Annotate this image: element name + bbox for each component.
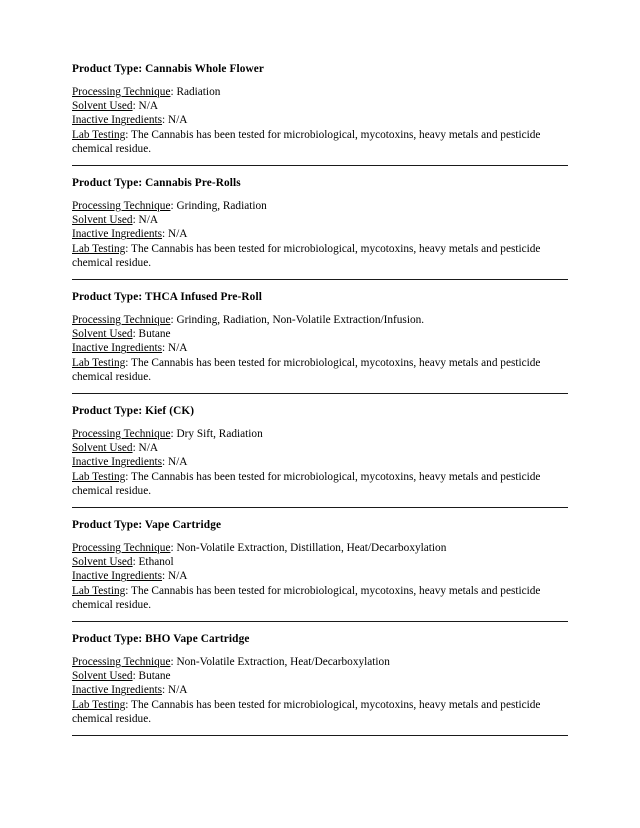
field-separator: : <box>132 556 139 569</box>
field-processing-technique <box>72 313 568 327</box>
field-value: N/A <box>168 456 188 469</box>
product-section <box>72 518 568 612</box>
field-separator: : <box>125 470 132 483</box>
field-solvent-used <box>72 213 568 227</box>
field-inactive-ingredients <box>72 113 568 127</box>
field-label: Processing Technique <box>72 428 171 441</box>
field-label: Lab Testing <box>72 242 126 255</box>
field-processing-technique <box>72 655 568 669</box>
section-fields <box>72 427 568 498</box>
field-separator: : <box>162 570 168 583</box>
field-value: N/A <box>168 228 188 241</box>
field-value: Butane <box>138 670 171 683</box>
field-separator: : <box>125 698 132 711</box>
field-lab-testing <box>72 242 568 270</box>
field-label: Solvent Used <box>72 556 133 569</box>
field-processing-technique <box>72 199 568 213</box>
field-value: Grinding, Radiation, Non-Volatile Extraction/Infusion. <box>176 314 425 327</box>
field-inactive-ingredients <box>72 341 568 355</box>
field-label: Inactive Ingredients <box>72 228 163 241</box>
field-value: The Cannabis has been tested for microbiological, mycotoxins, heavy metals and pesticide chemical residue. <box>72 128 541 155</box>
field-lab-testing <box>72 128 568 156</box>
field-processing-technique <box>72 427 568 441</box>
section-title: Product Type: THCA Infused Pre-Roll <box>72 291 262 304</box>
field-label: Lab Testing <box>72 698 126 711</box>
field-value: Dry Sift, Radiation <box>176 428 263 441</box>
field-separator: : <box>162 456 168 469</box>
field-solvent-used <box>72 669 568 683</box>
field-label: Inactive Ingredients <box>72 342 163 355</box>
field-value: The Cannabis has been tested for microbiological, mycotoxins, heavy metals and pesticide chemical residue. <box>72 242 541 269</box>
section-title: Product Type: Vape Cartridge <box>72 519 222 532</box>
field-separator: : <box>132 442 139 455</box>
field-inactive-ingredients <box>72 569 568 583</box>
field-value: N/A <box>138 442 158 455</box>
field-label: Inactive Ingredients <box>72 570 163 583</box>
field-separator: : <box>162 342 168 355</box>
section-divider <box>72 735 568 736</box>
field-inactive-ingredients <box>72 227 568 241</box>
field-separator: : <box>132 328 139 341</box>
field-separator: : <box>125 584 132 597</box>
field-lab-testing <box>72 470 568 498</box>
section-divider <box>72 507 568 508</box>
field-solvent-used <box>72 99 568 113</box>
section-title: Product Type: BHO Vape Cartridge <box>72 633 250 646</box>
field-separator: : <box>170 542 177 555</box>
field-label: Lab Testing <box>72 584 126 597</box>
field-label: Inactive Ingredients <box>72 456 163 469</box>
field-value: Non-Volatile Extraction, Heat/Decarboxylation <box>176 656 390 669</box>
field-value: Ethanol <box>138 556 174 569</box>
field-value: The Cannabis has been tested for microbiological, mycotoxins, heavy metals and pesticide chemical residue. <box>72 584 541 611</box>
field-value: The Cannabis has been tested for microbiological, mycotoxins, heavy metals and pesticide chemical residue. <box>72 698 541 725</box>
field-inactive-ingredients <box>72 455 568 469</box>
field-label: Solvent Used <box>72 670 133 683</box>
field-separator: : <box>125 356 132 369</box>
section-divider <box>72 279 568 280</box>
field-separator: : <box>132 670 139 683</box>
field-value: Grinding, Radiation <box>176 200 267 213</box>
field-value: N/A <box>168 570 188 583</box>
field-separator: : <box>125 128 132 141</box>
field-label: Inactive Ingredients <box>72 114 163 127</box>
field-label: Solvent Used <box>72 328 133 341</box>
field-lab-testing <box>72 356 568 384</box>
field-separator: : <box>162 684 168 697</box>
field-separator: : <box>162 114 168 127</box>
field-solvent-used <box>72 555 568 569</box>
field-label: Solvent Used <box>72 100 133 113</box>
field-separator: : <box>170 200 177 213</box>
field-solvent-used <box>72 441 568 455</box>
field-value: Butane <box>138 328 171 341</box>
product-section <box>72 404 568 498</box>
section-title: Product Type: Kief (CK) <box>72 405 195 418</box>
field-label: Lab Testing <box>72 128 126 141</box>
field-separator: : <box>170 656 177 669</box>
field-label: Processing Technique <box>72 542 171 555</box>
section-fields <box>72 85 568 156</box>
section-divider <box>72 393 568 394</box>
field-value: Radiation <box>176 86 221 98</box>
field-separator: : <box>132 214 139 227</box>
field-separator: : <box>170 314 177 327</box>
section-fields <box>72 199 568 270</box>
field-label: Processing Technique <box>72 200 171 213</box>
field-label: Processing Technique <box>72 656 171 669</box>
field-separator: : <box>132 100 139 113</box>
field-label: Solvent Used <box>72 214 133 227</box>
field-lab-testing <box>72 584 568 612</box>
field-processing-technique <box>72 541 568 555</box>
field-label: Lab Testing <box>72 470 126 483</box>
section-divider <box>72 165 568 166</box>
field-value: The Cannabis has been tested for microbiological, mycotoxins, heavy metals and pesticide chemical residue. <box>72 470 541 497</box>
field-value: N/A <box>168 114 188 127</box>
field-label: Lab Testing <box>72 356 126 369</box>
section-title: Product Type: Cannabis Whole Flower <box>72 63 265 75</box>
product-section <box>72 290 568 384</box>
section-divider <box>72 621 568 622</box>
section-title: Product Type: Cannabis Pre-Rolls <box>72 177 241 190</box>
field-separator: : <box>170 428 177 441</box>
field-value: Non-Volatile Extraction, Distillation, Heat/Decarboxylation <box>176 542 447 555</box>
field-value: N/A <box>168 342 188 355</box>
product-section <box>72 62 568 156</box>
field-value: N/A <box>138 100 158 113</box>
field-processing-technique <box>72 85 568 99</box>
field-value: N/A <box>138 214 158 227</box>
product-section <box>72 632 568 726</box>
section-fields <box>72 655 568 726</box>
field-label: Solvent Used <box>72 442 133 455</box>
section-fields <box>72 541 568 612</box>
field-inactive-ingredients <box>72 683 568 697</box>
field-separator: : <box>170 86 177 98</box>
field-value: N/A <box>168 684 188 697</box>
field-separator: : <box>125 242 132 255</box>
field-label: Processing Technique <box>72 86 171 98</box>
field-label: Processing Technique <box>72 314 171 327</box>
field-label: Inactive Ingredients <box>72 684 163 697</box>
field-lab-testing <box>72 698 568 726</box>
field-solvent-used <box>72 327 568 341</box>
field-separator: : <box>162 228 168 241</box>
field-value: The Cannabis has been tested for microbiological, mycotoxins, heavy metals and pesticide chemical residue. <box>72 356 541 383</box>
section-fields <box>72 313 568 384</box>
product-section <box>72 176 568 270</box>
